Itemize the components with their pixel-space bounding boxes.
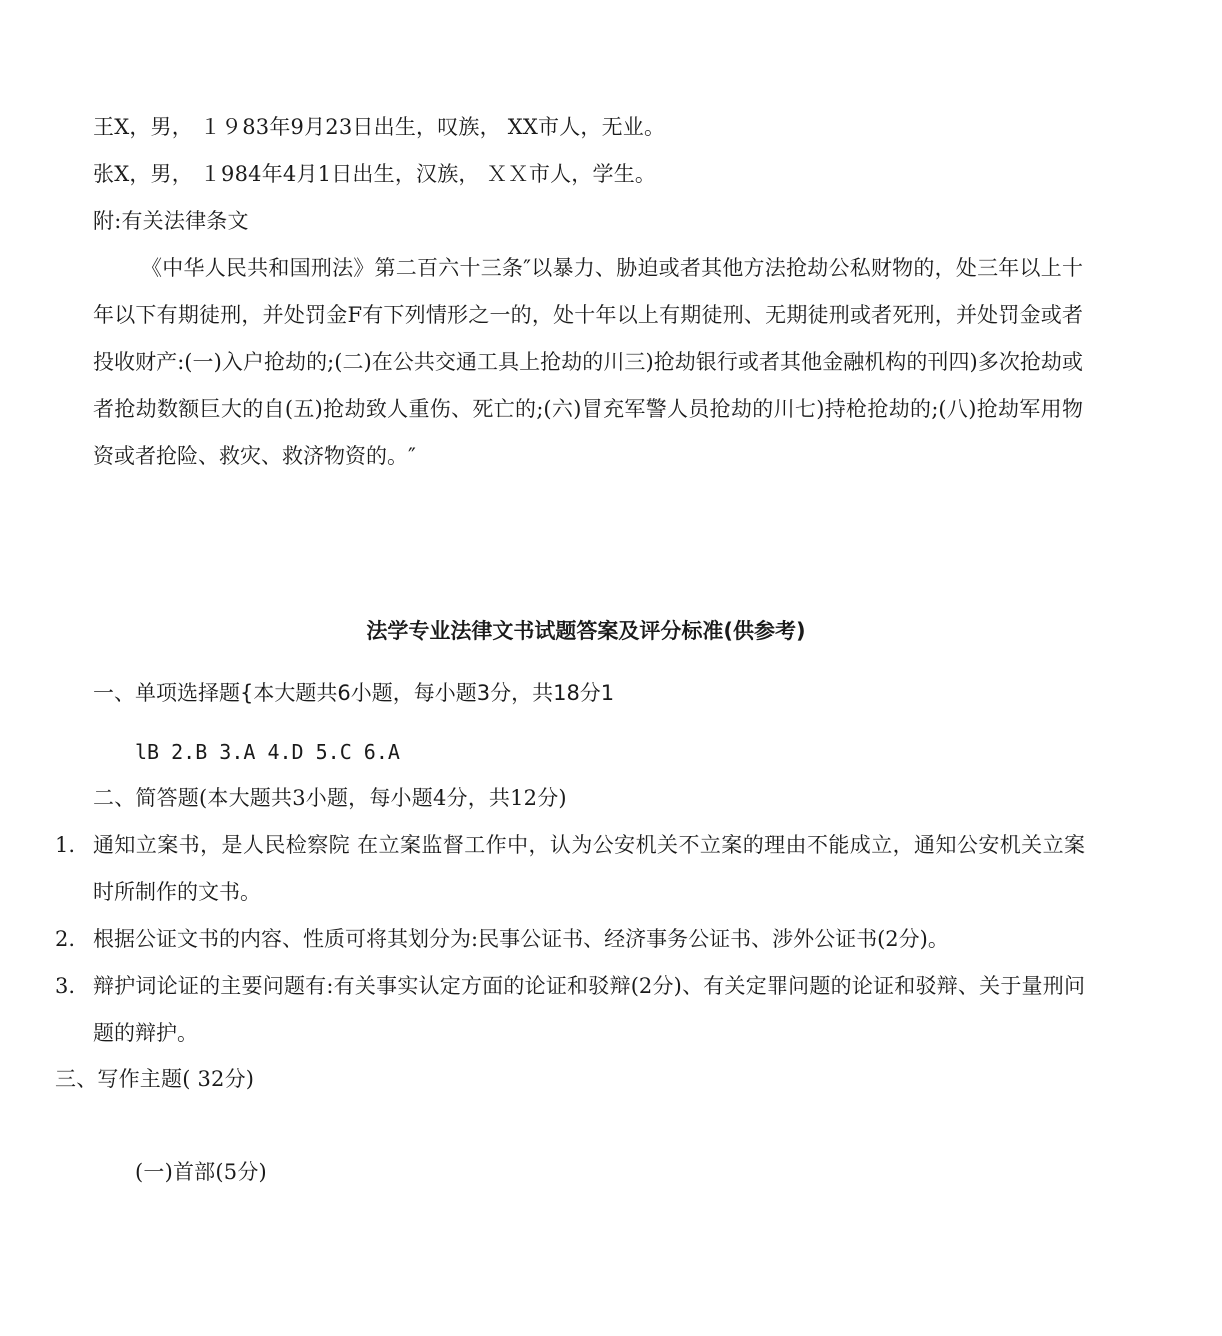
section2-item-1 (55, 822, 1085, 916)
item-number: 3. (55, 974, 76, 998)
section3-heading: 三、写作主题( 32分) (55, 1067, 255, 1091)
item-text: 根据公证文书的内容、性质可将其划分为:民事公证书、经济事务公证书、涉外公证书(2分)。 (93, 927, 949, 951)
item-number: 2. (55, 927, 76, 951)
item-number: 1. (55, 833, 76, 857)
item-text: 通知立案书，是人民检察院 在立案监督工作中，认为公安机关不立案的理由不能成立，通知公安机关立案时所制作的文书。 (93, 833, 1085, 904)
section2-heading: 二、简答题(本大题共3小题，每小题4分，共12分) (93, 786, 567, 810)
law-article-paragraph: 《中华人民共和国刑法》第二百六十三条″以暴力、胁迫或者其他方法抢劫公私财物的，处三年以上十年以下有期徒刑，并处罚金F有下列情形之一的，处十年以上有期徒刑、无期徒刑或者死刑，并处罚金或者投收财产:(一)入户抢劫的;(二)在公共交通工具上抢劫的川三)抢劫银行或者其他金融机构的刊四)多次抢劫或者抢劫数额巨大的自(五)抢劫致人重伤、死亡的;(六)冒充军警人员抢劫的川七)持枪抢劫的;(八)抢劫军用物资或者抢险、救灾、救济物资的。″ (93, 256, 1083, 468)
section1-heading: 一、单项选择题{本大题共6小题，每小题3分，共18分1 (93, 681, 615, 705)
section2-item-3 (55, 963, 1085, 1057)
answer-key-title: 法学专业法律文书试题答案及评分标准(供参考) (366, 619, 806, 643)
appendix-heading: 附:有关法律条文 (93, 209, 249, 233)
section2-item-2 (55, 916, 1085, 963)
section1-answers: lB 2.B 3.A 4.D 5.C 6.A (135, 740, 400, 764)
defendant-zhang-line: 张X，男， １984年4月1日出生，汉族， ＸＸ市人，学生。 (93, 162, 657, 186)
item-text: 辩护词论证的主要问题有:有关事实认定方面的论证和驳辩(2分)、有关定罪问题的论证和驳辩、关于量刑问题的辩护。 (93, 974, 1085, 1045)
section3-subheading-1: (一)首部(5分) (135, 1160, 267, 1184)
defendant-wang-line: 王X，男， １９83年9月23日出生，叹族， XX市人，无业。 (93, 115, 666, 139)
